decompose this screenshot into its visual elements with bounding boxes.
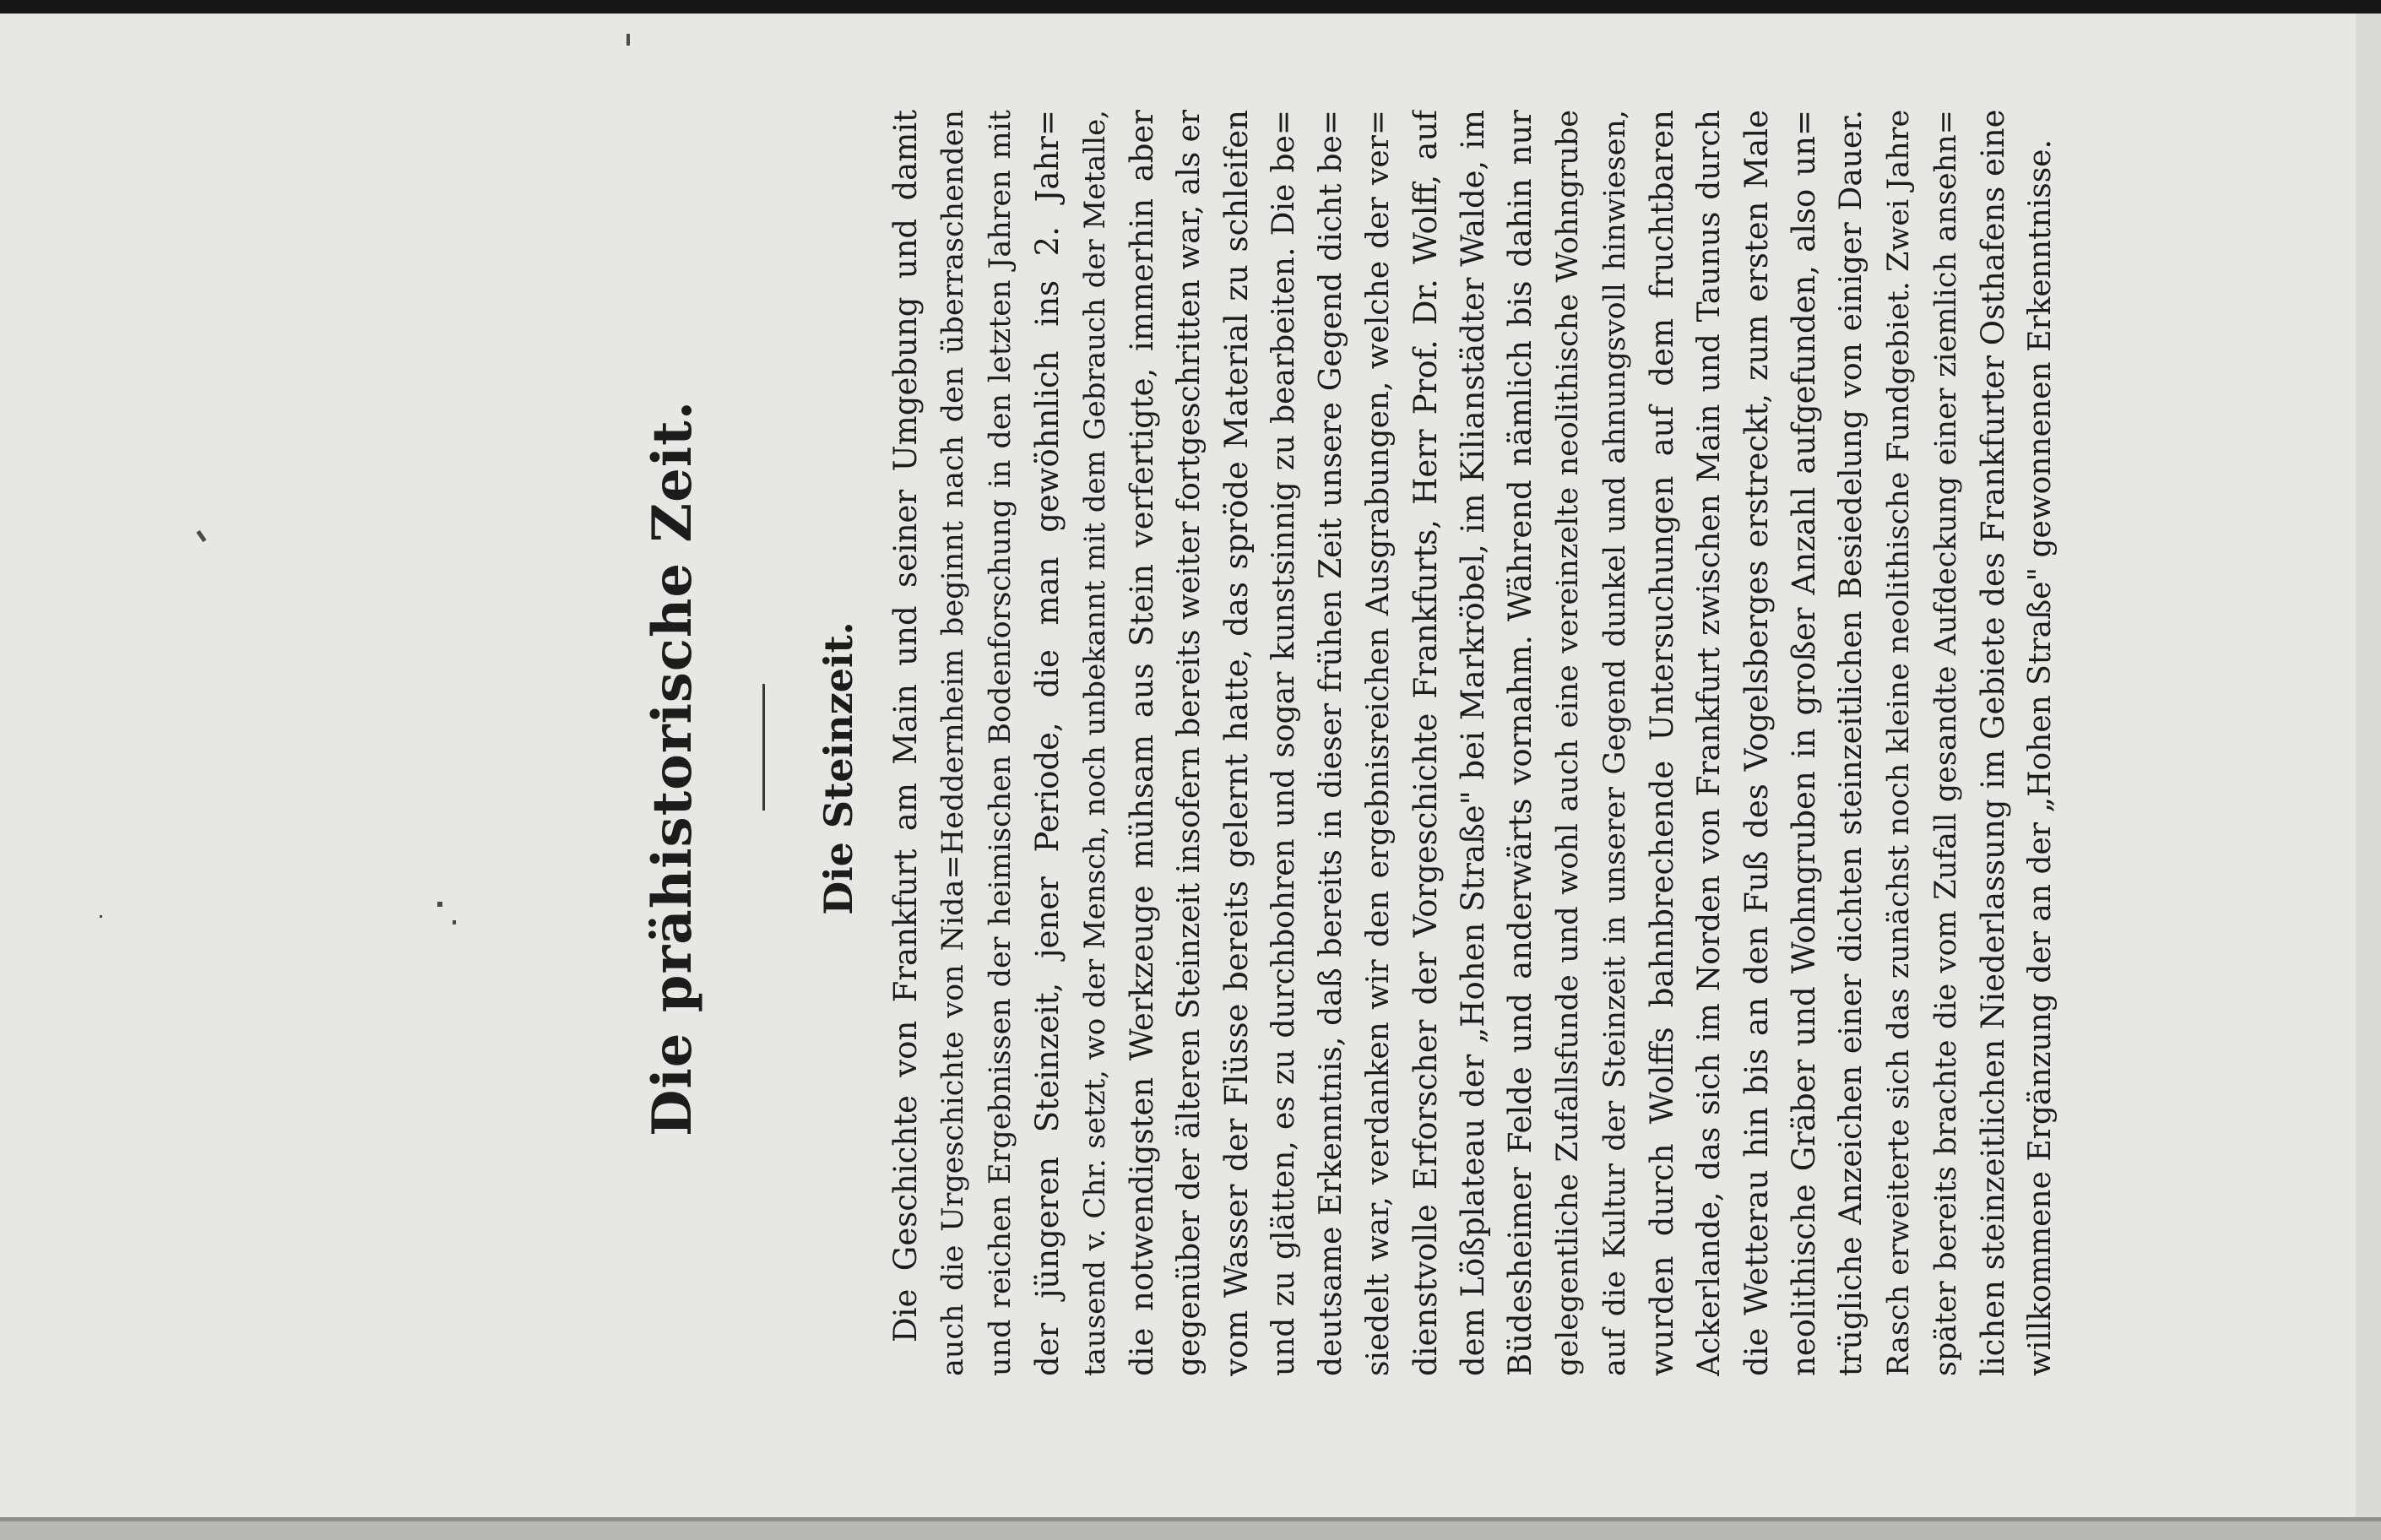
- text-line: deutsame Erkenntnis, daß bereits in dieser frühen Zeit unsere Gegend dicht be=: [1314, 110, 1348, 1376]
- dust-speck: [437, 902, 442, 907]
- text-line: die Wetterau hin bis an den Fuß des Vogelsberges erstreckt, zum ersten Male: [1738, 110, 1775, 1376]
- text-line: vom Wasser der Flüsse bereits gelernt hatte, das spröde Material zu schleifen: [1218, 110, 1255, 1376]
- text-line: Rasch erweiterte sich das zunächst noch kleine neolithische Fundgebiet. Zwei Jahre: [1882, 110, 1916, 1376]
- title-divider: [762, 684, 765, 811]
- text-line: tausend v. Chr. setzt, wo der Mensch, noch unbekannt mit dem Gebrauch der Metalle,: [1078, 110, 1112, 1376]
- text-line: neolithische Gräber und Wohngruben in großer Anzahl aufgefunden, also un=: [1786, 110, 1822, 1376]
- text-line: auch die Urgeschichte von Nida=Heddernheim beginnt nach den überraschenden: [936, 110, 970, 1376]
- page-content: [595, 101, 2058, 1435]
- text-line: willkommene Ergänzung der an der „Hohen Straße" gewonnenen Erkenntnisse.: [2023, 139, 2058, 1376]
- dust-speck: [626, 34, 630, 46]
- text-line: gegenüber der älteren Steinzeit insofern bereits weiter fortgeschritten war, als er: [1172, 110, 1207, 1376]
- scan-right-margin: [2356, 14, 2381, 1517]
- text-line: wurden durch Wolffs bahnbrechende Untersuchungen auf dem fruchtbaren: [1644, 110, 1680, 1376]
- text-line: siedelt war, verdanken wir den ergebnisreichen Ausgrabungen, welche der ver=: [1361, 110, 1396, 1376]
- text-line: Ackerlande, das sich im Norden von Frankfurt zwischen Main und Taunus durch: [1692, 110, 1727, 1376]
- text-line: trügliche Anzeichen einer dichten steinzeitlichen Besiedelung von einiger Dauer.: [1834, 110, 1868, 1376]
- text-line: später bereits brachte die vom Zufall gesandte Aufdeckung einer ziemlich ansehn=: [1929, 110, 1963, 1376]
- text-line: Die Geschichte von Frankfurt am Main und seiner Umgebung und damit: [887, 110, 924, 1342]
- text-line: lichen steinzeitlichen Niederlassung im Gebiete des Frankfurter Osthafens eine: [1975, 110, 2011, 1376]
- dust-speck: [453, 920, 456, 925]
- text-line: der jüngeren Steinzeit, jener Periode, die man gewöhnlich ins 2. Jahr=: [1029, 110, 1066, 1376]
- scan-top-border: [0, 0, 2381, 14]
- text-line: dienstvolle Erforscher der Vorgeschichte Frankfurts, Herr Prof. Dr. Wolff, auf: [1407, 110, 1444, 1376]
- text-line: gelegentliche Zufallsfunde und wohl auch eine vereinzelte neolithische Wohngrube: [1551, 110, 1585, 1376]
- text-line: die notwendigsten Werkzeuge mühsam aus Stein verfertigte, immerhin aber: [1124, 110, 1160, 1376]
- scan-bottom-border: [0, 1517, 2381, 1540]
- page-title: Die prähistorische Zeit.: [641, 399, 704, 1137]
- dust-speck: [196, 530, 206, 542]
- section-heading: Die Steinzeit.: [816, 621, 861, 915]
- text-line: dem Lößplateau der „Hohen Straße" bei Markröbel, im Kilianstädter Walde, im: [1455, 110, 1491, 1376]
- text-line: und zu glätten, es zu durchbohren und sogar kunstsinnig zu bearbeiten. Die be=: [1266, 110, 1301, 1376]
- dust-speck: [100, 915, 102, 918]
- text-line: und reichen Ergebnissen der heimischen Bodenforschung in den letzten Jahren mit: [984, 110, 1017, 1376]
- text-line: auf die Kultur der Steinzeit in unserer Gegend dunkel und ahnungsvoll hinwiesen,: [1598, 110, 1632, 1376]
- text-line: Büdesheimer Felde und anderwärts vornahm. Während nämlich bis dahin nur: [1502, 110, 1538, 1376]
